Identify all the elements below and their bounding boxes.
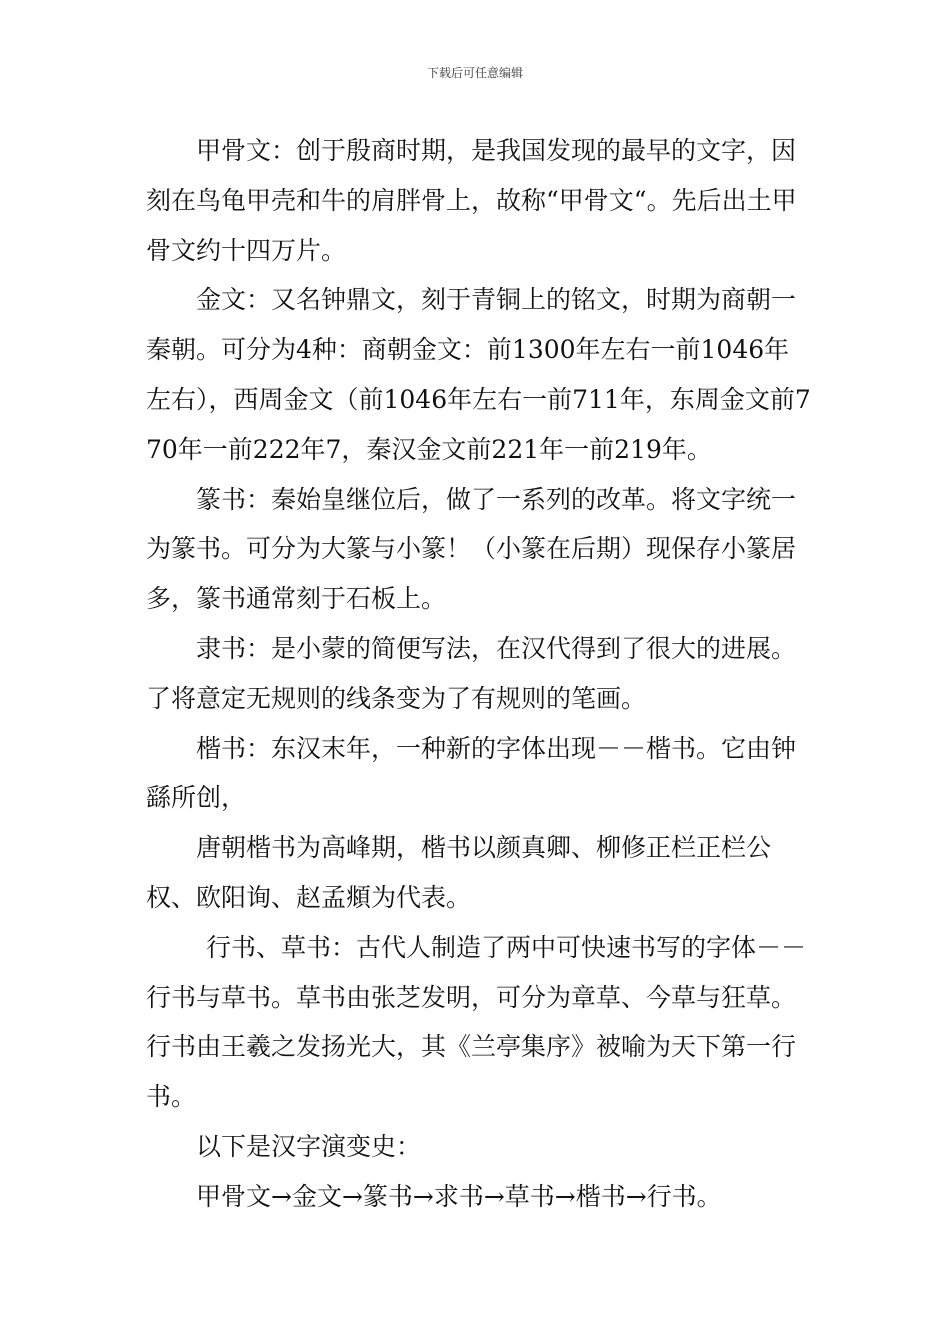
page-header: 下载后可任意编辑 [426, 66, 523, 80]
paragraph-clerical-script: 隶书：是小蒙的简便写法，在汉代得到了很大的进展。了将意定无规则的线条变为了有规则的笔画。 [146, 633, 797, 713]
paragraph-regular-script: 楷书：东汉末年，一种新的字体出现－－楷书。它由钟繇所创， [146, 733, 797, 813]
paragraph-evolution-sequence: 甲骨文→金文→篆书→求书→草书→楷书→行书。 [196, 1181, 722, 1211]
paragraph-oracle-bone-script: 甲骨文：创于殷商时期，是我国发现的最早的文字，因刻在鸟龟甲壳和牛的肩胖骨上，故称“甲骨文“。先后出土甲骨文约十四万片。 [146, 136, 797, 265]
document-body [146, 126, 814, 1222]
paragraph-running-cursive-script: 行书、草书：古代人制造了两中可快速书写的字体－－行书与草书。草书由张芝发明，可分为章草、今草与狂草。行书由王羲之发扬光大，其《兰亭集序》被喻为天下第一行书。 [146, 932, 807, 1112]
paragraph-evolution-intro: 以下是汉字演变史： [196, 1131, 422, 1161]
paragraph-tang-regular-script: 唐朝楷书为高峰期，楷书以颜真卿、柳修正栏正栏公权、欧阳询、赵孟頫为代表。 [146, 833, 772, 912]
paragraph-seal-script: 篆书：秦始皇继位后，做了一系列的改革。将文字统一为篆书。可分为大篆与小篆！（小篆在后期）现保存小篆居多，篆书通常刻于石板上。 [146, 484, 797, 614]
paragraph-bronze-script: 金文：又名钟鼎文，刻于青铜上的铭文，时期为商朝一秦朝。可分为4种：商朝金文：前1300年左右一前1046年左右），西周金文（前1046年左右一前711年，东周金文前770年一前222年7，秦汉金文前221年一前219年。 [146, 285, 811, 464]
